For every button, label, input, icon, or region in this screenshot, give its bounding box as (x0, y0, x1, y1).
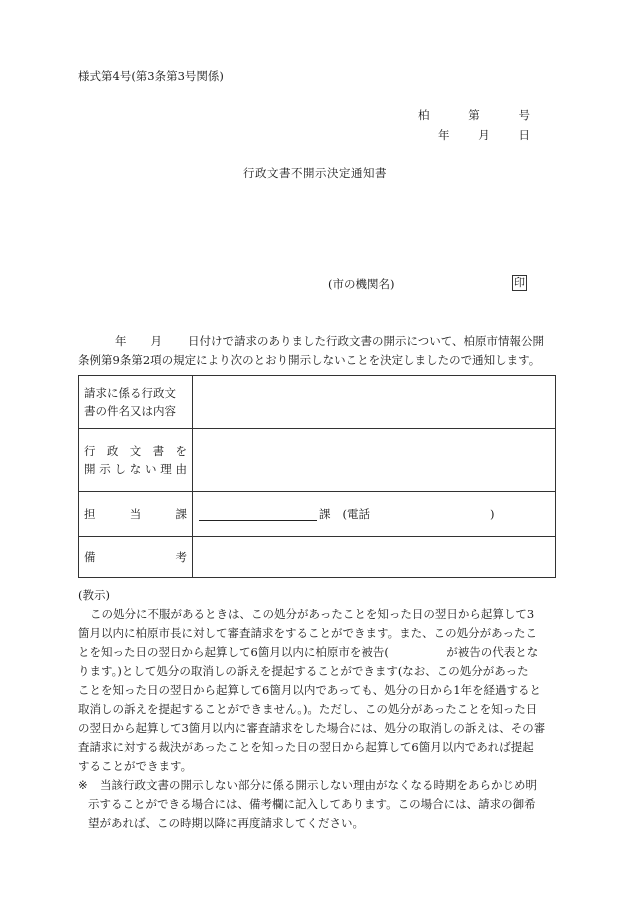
nondisclosure-reason-field[interactable] (193, 429, 556, 492)
date-month: 月 (478, 128, 490, 142)
decision-table (78, 375, 556, 578)
intro-line1-text: 日付けで請求のありました行政文書の開示について、柏原市情報公開 (188, 334, 545, 348)
document-title: 行政文書不開示決定通知書 (243, 166, 387, 180)
seal-stamp: 印 (514, 276, 525, 289)
form-number: 様式第4号(第3条第3号関係) (78, 69, 224, 83)
ref-dai: 第 (468, 108, 480, 122)
note-item (78, 776, 556, 795)
note-line: 当該行政文書の開示しない部分に係る開示しない理由がなくなる時期をあらかじめ明 (100, 778, 537, 792)
note-line: 示することができる場合には、備考欄に記入してあります。この場合には、請求の御希 (88, 797, 536, 811)
instruction-line: 査請求に対する裁決があったことを知った日の翌日から起算して6箇月以内であれば提起 (78, 740, 534, 754)
instruction-line: ります。)として処分の取消しの訴えを提起することができます(なお、この処分があった (78, 664, 529, 678)
ref-go: 号 (518, 108, 530, 122)
date-day: 日 (518, 128, 530, 142)
agency-name-label: (市の機関名) (328, 277, 395, 291)
instruction-line: この処分に不服があるときは、この処分があったことを知った日の翌日から起算して3 (90, 607, 535, 621)
note-line: 望があれば、この時期以降に再度請求してください。 (88, 816, 364, 830)
intro-month: 月 (150, 334, 162, 348)
nondisclosure-reason-label: 行 政 文 書 を 開 示 し な い 理 由 (79, 429, 193, 492)
table-row (79, 492, 556, 537)
instruction-line: 箇月以内に柏原市長に対して審査請求をすることができます。また、この処分があったこ (78, 626, 537, 640)
remarks-label: 備 考 (79, 537, 193, 578)
department-blank[interactable] (199, 508, 317, 521)
department-label: 担 当 課 (79, 492, 193, 537)
intro-year: 年 (115, 334, 127, 348)
intro-paragraph (78, 332, 556, 370)
instruction-line: とを知った日の翌日から起算して6箇月以内に柏原市を被告( が被告の代表とな (78, 645, 539, 659)
table-row (79, 537, 556, 578)
date-year: 年 (438, 128, 450, 142)
issue-date (438, 127, 530, 143)
table-row (79, 376, 556, 429)
reference-number (418, 107, 530, 123)
instructions-heading: (教示) (78, 588, 110, 602)
request-subject-label: 請求に係る行政文 書の件名又は内容 (79, 376, 193, 429)
instruction-line: の翌日から起算して3箇月以内に審査請求をした場合には、処分の取消しの訴えは、その審 (78, 721, 546, 735)
table-row (79, 429, 556, 492)
department-field[interactable]: 課 (電話 ) (193, 492, 556, 537)
ref-city: 柏 (418, 108, 430, 122)
instruction-line: することができます。 (78, 759, 193, 773)
intro-line2: 条例第9条第2項の規定により次のとおり開示しないことを決定しましたので通知します。 (78, 353, 541, 367)
instruction-line: 取消しの訴えを提起することができません。)。ただし、この処分があったことを知った日 (78, 702, 538, 716)
request-subject-field[interactable] (193, 376, 556, 429)
phone-label: (電話 (342, 507, 370, 521)
instruction-line: ことを知った日の翌日から起算して6箇月以内であっても、処分の日から1年を経過すると (78, 683, 542, 697)
note-mark: ※ (78, 778, 88, 792)
instructions-section (78, 586, 556, 833)
remarks-field[interactable] (193, 537, 556, 578)
